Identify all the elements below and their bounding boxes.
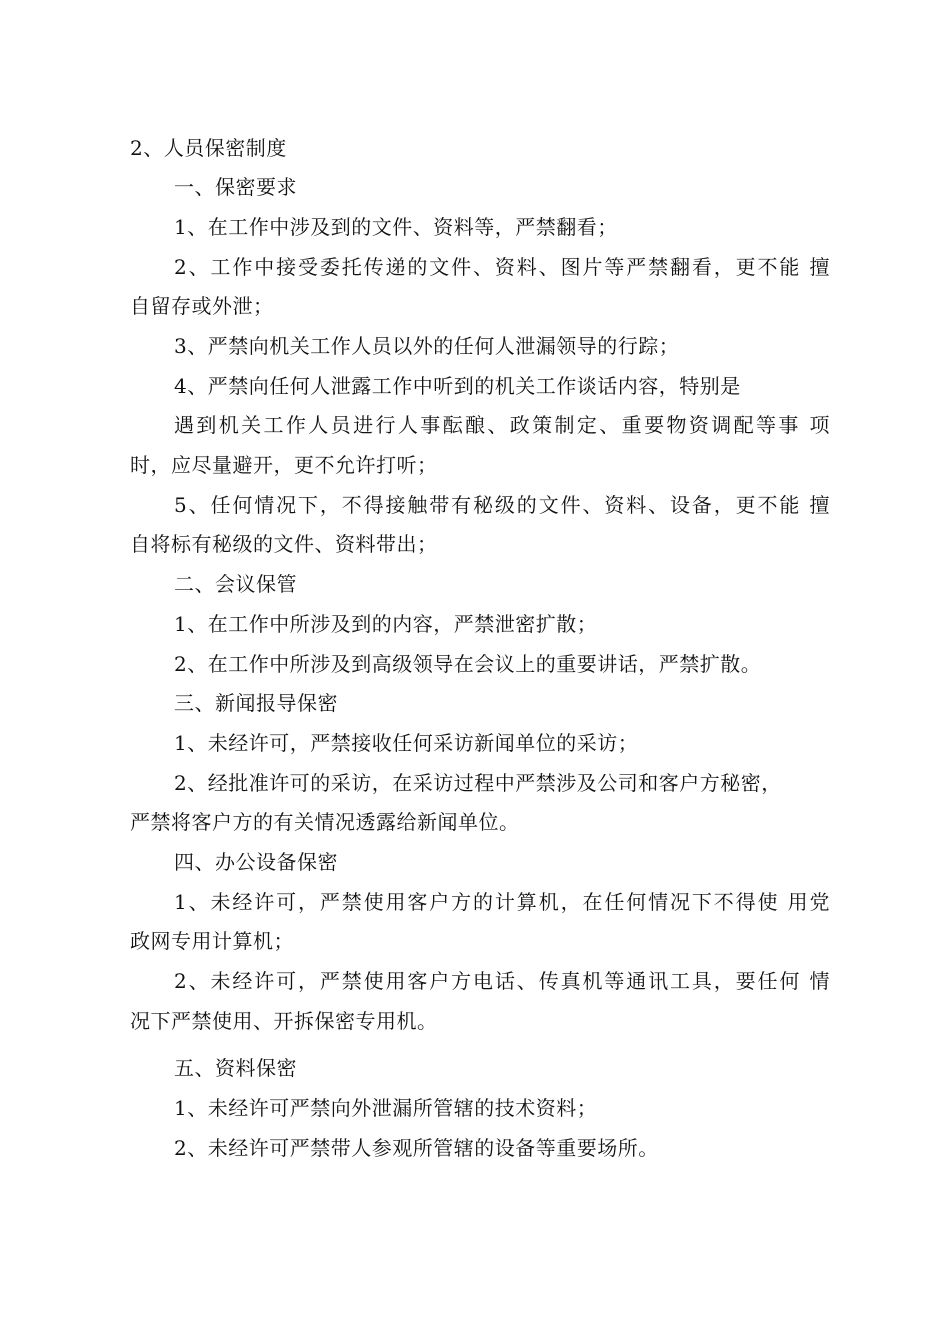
section-heading: 四、办公设备保密	[174, 850, 338, 874]
section-heading: 三、新闻报导保密	[174, 691, 338, 715]
paragraph-line: 4、严禁向任何人泄露工作中听到的机关工作谈话内容，特别是	[174, 374, 741, 398]
section-heading: 五、资料保密	[174, 1056, 297, 1080]
paragraph-line: 2、未经许可严禁带人参观所管辖的设备等重要场所。	[174, 1136, 659, 1160]
paragraph-line: 1、在工作中涉及到的文件、资料等，严禁翻看；	[174, 215, 618, 239]
paragraph-line: 2、未经许可，严禁使用客户方电话、传真机等通讯工具，要任何 情	[174, 969, 830, 993]
paragraph-line: 2、在工作中所涉及到高级领导在会议上的重要讲话，严禁扩散。	[174, 652, 762, 676]
paragraph-line: 1、未经许可，严禁使用客户方的计算机，在任何情况下不得使 用党	[174, 890, 830, 914]
paragraph-line: 时，应尽量避开，更不允许打听；	[130, 453, 438, 477]
paragraph-line: 2、工作中接受委托传递的文件、资料、图片等严禁翻看，更不能 擅	[174, 255, 830, 279]
paragraph-line: 政网专用计算机；	[130, 929, 294, 953]
paragraph-line: 1、在工作中所涉及到的内容，严禁泄密扩散；	[174, 612, 598, 636]
document-title: 2、人员保密制度	[130, 136, 287, 160]
paragraph-line: 5、任何情况下，不得接触带有秘级的文件、资料、设备，更不能 擅	[174, 493, 830, 517]
paragraph-line: 况下严禁使用、开拆保密专用机。	[130, 1009, 438, 1033]
paragraph-line: 自留存或外泄；	[130, 294, 274, 318]
paragraph-line: 3、严禁向机关工作人员以外的任何人泄漏领导的行踪；	[174, 334, 680, 358]
paragraph-line: 1、未经许可严禁向外泄漏所管辖的技术资料；	[174, 1096, 598, 1120]
section-heading: 一、保密要求	[174, 175, 297, 199]
paragraph-line: 遇到机关工作人员进行人事酝酿、政策制定、重要物资调配等事 项	[174, 413, 830, 437]
paragraph-line: 1、未经许可，严禁接收任何采访新闻单位的采访；	[174, 731, 639, 755]
paragraph-line: 自将标有秘级的文件、资料带出；	[130, 532, 438, 556]
paragraph-line: 2、经批准许可的采访，在采访过程中严禁涉及公司和客户方秘密，	[174, 771, 782, 795]
paragraph-line: 严禁将客户方的有关情况透露给新闻单位。	[130, 810, 520, 834]
section-heading: 二、会议保管	[174, 572, 297, 596]
